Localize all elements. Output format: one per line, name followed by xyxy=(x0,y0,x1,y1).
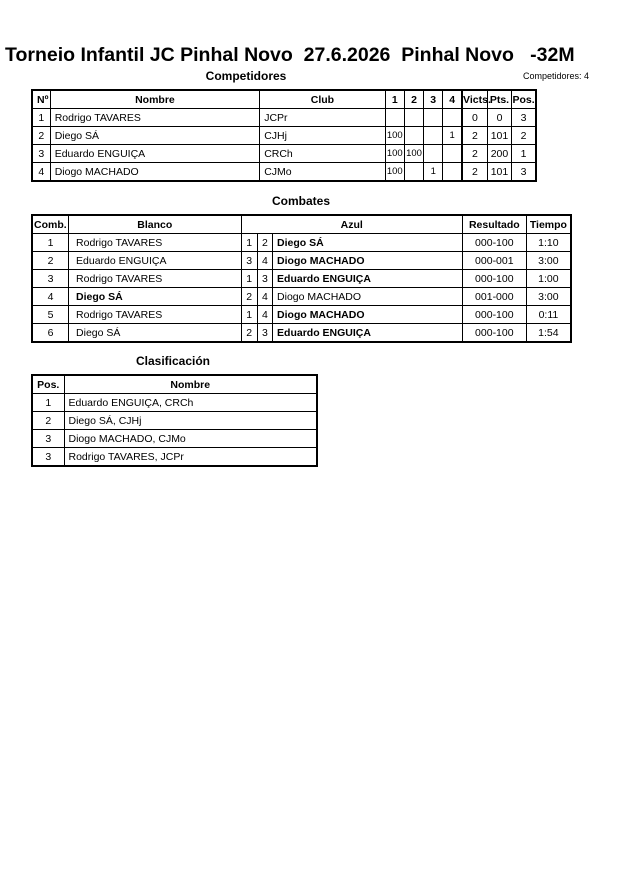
fight-row xyxy=(32,288,571,306)
fight-white-name: Rodrigo TAVARES xyxy=(69,270,242,288)
fight-row xyxy=(32,306,571,324)
col-header-rank-position: Pos. xyxy=(32,375,64,394)
competitor-points: 0 xyxy=(487,109,511,127)
competitors-count: Competidores: 4 xyxy=(523,71,590,81)
ranking-row xyxy=(32,412,317,430)
fight-white-name: Rodrigo TAVARES xyxy=(69,306,242,324)
competitor-name: Diogo MACHADO xyxy=(50,163,259,182)
round-3-score xyxy=(424,127,443,145)
competitor-victories: 2 xyxy=(462,163,487,182)
col-header-name: Nombre xyxy=(50,90,259,109)
fight-time: 1:00 xyxy=(526,270,571,288)
fight-blue-name: Diego SÁ xyxy=(273,234,463,252)
fight-time: 1:10 xyxy=(526,234,571,252)
fight-result: 000-100 xyxy=(462,306,526,324)
fight-white-name: Rodrigo TAVARES xyxy=(69,234,242,252)
competitor-row xyxy=(32,163,536,182)
col-header-time: Tiempo xyxy=(526,215,571,234)
fight-blue-number: 2 xyxy=(257,234,272,252)
ranking-position: 3 xyxy=(32,430,64,448)
fight-row xyxy=(32,234,571,252)
col-header-round-3: 3 xyxy=(424,90,443,109)
col-header-result: Resultado xyxy=(462,215,526,234)
ranking-position: 2 xyxy=(32,412,64,430)
fight-number: 6 xyxy=(32,324,69,343)
fight-blue-number: 3 xyxy=(257,324,272,343)
competitors-table xyxy=(31,89,537,182)
fight-white-name: Diego SÁ xyxy=(69,324,242,343)
competitor-victories: 2 xyxy=(462,145,487,163)
ranking-name: Eduardo ENGUIÇA, CRCh xyxy=(64,394,317,412)
competitor-number: 2 xyxy=(32,127,50,145)
col-header-blue: Azul xyxy=(241,215,462,234)
competitor-row xyxy=(32,145,536,163)
round-1-score xyxy=(385,109,404,127)
competitor-position: 2 xyxy=(512,127,536,145)
fight-blue-name: Diogo MACHADO xyxy=(273,306,463,324)
col-header-round-4: 4 xyxy=(443,90,462,109)
round-4-score xyxy=(443,109,462,127)
competitor-position: 1 xyxy=(512,145,536,163)
fight-number: 2 xyxy=(32,252,69,270)
competitor-club: CRCh xyxy=(260,145,385,163)
fight-number: 5 xyxy=(32,306,69,324)
fights-header-row xyxy=(32,215,571,234)
fight-blue-name: Diogo MACHADO xyxy=(273,252,463,270)
competitor-number: 1 xyxy=(32,109,50,127)
ranking-body xyxy=(32,394,317,467)
round-4-score xyxy=(443,145,462,163)
competitor-points: 101 xyxy=(487,163,511,182)
fight-white-name: Eduardo ENGUIÇA xyxy=(69,252,242,270)
col-header-position: Pos. xyxy=(512,90,536,109)
ranking-row xyxy=(32,394,317,412)
competitor-victories: 0 xyxy=(462,109,487,127)
competitor-name: Eduardo ENGUIÇA xyxy=(50,145,259,163)
fight-white-number: 2 xyxy=(241,288,257,306)
competitors-header-row xyxy=(32,90,536,109)
col-header-rank-name: Nombre xyxy=(64,375,317,394)
ranking-name: Diego SÁ, CJHj xyxy=(64,412,317,430)
fight-blue-name: Eduardo ENGUIÇA xyxy=(273,324,463,343)
ranking-name: Rodrigo TAVARES, JCPr xyxy=(64,448,317,467)
ranking-heading: Clasificación xyxy=(135,354,211,368)
ranking-row xyxy=(32,430,317,448)
round-3-score xyxy=(424,109,443,127)
round-4-score: 1 xyxy=(443,127,462,145)
fight-time: 3:00 xyxy=(526,252,571,270)
ranking-name: Diogo MACHADO, CJMo xyxy=(64,430,317,448)
fight-row xyxy=(32,252,571,270)
round-1-score: 100 xyxy=(385,127,404,145)
ranking-table xyxy=(31,374,318,467)
fight-blue-number: 4 xyxy=(257,306,272,324)
col-header-fight-number: Comb. xyxy=(32,215,69,234)
fight-time: 0:11 xyxy=(526,306,571,324)
col-header-club: Club xyxy=(260,90,385,109)
round-1-score: 100 xyxy=(385,145,404,163)
competitor-number: 4 xyxy=(32,163,50,182)
fights-table xyxy=(31,214,572,343)
round-2-score xyxy=(404,163,423,182)
col-header-round-1: 1 xyxy=(385,90,404,109)
ranking-position: 3 xyxy=(32,448,64,467)
col-header-white: Blanco xyxy=(69,215,242,234)
ranking-position: 1 xyxy=(32,394,64,412)
fight-result: 001-000 xyxy=(462,288,526,306)
fight-white-number: 1 xyxy=(241,270,257,288)
round-2-score xyxy=(404,127,423,145)
fight-number: 4 xyxy=(32,288,69,306)
fight-white-name: Diego SÁ xyxy=(69,288,242,306)
competitor-club: CJHj xyxy=(260,127,385,145)
competitor-name: Rodrigo TAVARES xyxy=(50,109,259,127)
competitor-club: CJMo xyxy=(260,163,385,182)
col-header-victories: Victs. xyxy=(462,90,487,109)
fight-number: 3 xyxy=(32,270,69,288)
col-header-number: Nº xyxy=(32,90,50,109)
fight-white-number: 3 xyxy=(241,252,257,270)
col-header-points: Pts. xyxy=(487,90,511,109)
competitor-row xyxy=(32,109,536,127)
col-header-round-2: 2 xyxy=(404,90,423,109)
fight-blue-number: 3 xyxy=(257,270,272,288)
round-2-score xyxy=(404,109,423,127)
fights-body xyxy=(32,234,571,343)
competitors-heading: Competidores xyxy=(205,69,287,83)
round-2-score: 100 xyxy=(404,145,423,163)
fight-blue-name: Eduardo ENGUIÇA xyxy=(273,270,463,288)
fight-result: 000-100 xyxy=(462,234,526,252)
round-3-score xyxy=(424,145,443,163)
page-title: Torneio Infantil JC Pinhal Novo 27.6.2026 Pinhal Novo -32M xyxy=(5,44,575,66)
fight-white-number: 2 xyxy=(241,324,257,343)
competitor-club: JCPr xyxy=(260,109,385,127)
competitor-victories: 2 xyxy=(462,127,487,145)
fight-row xyxy=(32,324,571,343)
fight-blue-number: 4 xyxy=(257,288,272,306)
fight-row xyxy=(32,270,571,288)
ranking-row xyxy=(32,448,317,467)
fight-white-number: 1 xyxy=(241,306,257,324)
fight-blue-name: Diogo MACHADO xyxy=(273,288,463,306)
fight-result: 000-100 xyxy=(462,324,526,343)
fight-result: 000-001 xyxy=(462,252,526,270)
round-3-score: 1 xyxy=(424,163,443,182)
fight-number: 1 xyxy=(32,234,69,252)
fight-white-number: 1 xyxy=(241,234,257,252)
competitor-points: 200 xyxy=(487,145,511,163)
fights-heading: Combates xyxy=(271,194,330,208)
competitor-row xyxy=(32,127,536,145)
fight-blue-number: 4 xyxy=(257,252,272,270)
fight-time: 1:54 xyxy=(526,324,571,343)
competitor-points: 101 xyxy=(487,127,511,145)
competitors-body xyxy=(32,109,536,182)
fight-result: 000-100 xyxy=(462,270,526,288)
competitor-position: 3 xyxy=(512,109,536,127)
ranking-header-row xyxy=(32,375,317,394)
fight-time: 3:00 xyxy=(526,288,571,306)
competitor-number: 3 xyxy=(32,145,50,163)
competitor-position: 3 xyxy=(512,163,536,182)
round-4-score xyxy=(443,163,462,182)
round-1-score: 100 xyxy=(385,163,404,182)
competitor-name: Diego SÁ xyxy=(50,127,259,145)
